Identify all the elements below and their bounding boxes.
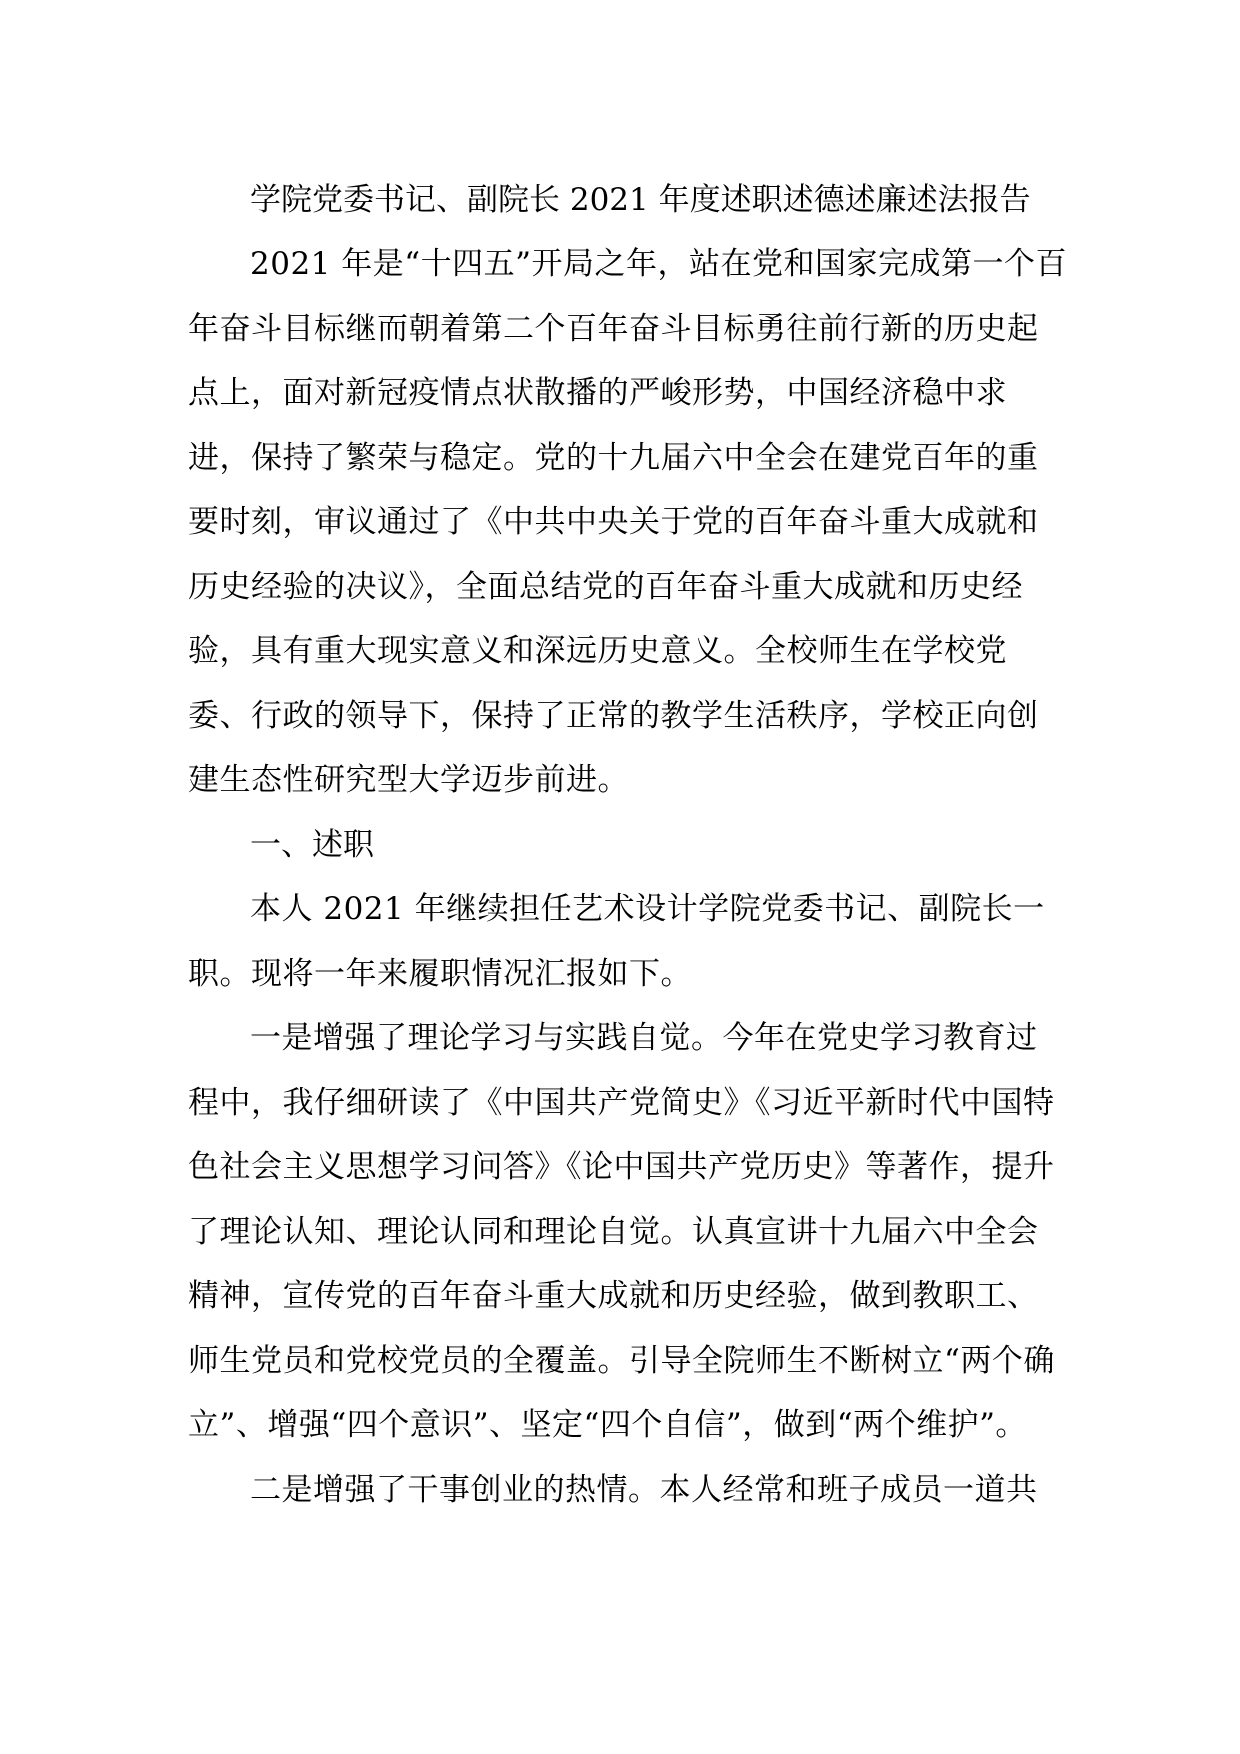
section-heading: 一、述职 <box>250 826 374 863</box>
theory-study-paragraph: 一是增强了理论学习与实践自觉。今年在党史学习教育过程中，我仔细研读了《中国共产党简史》《习近平新时代中国特色社会主义思想学习问答》《论中国共产党历史》等著作，提升了理论认知、理论认同和理论自觉。认真宣讲十九届六中全会精神，宣传党的百年奋斗重大成就和历史经验，做到教职工、师生党员和党校党员的全覆盖。引导全院师生不断树立“两个确立”、增强“四个意识”、坚定“四个自信”，做到“两个维护”。 <box>188 1020 1055 1443</box>
document-title: 学院党委书记、副院长 2021 年度述职述德述廉述法报告 <box>250 182 1031 218</box>
intro-paragraph: 2021 年是“十四五”开局之年，站在党和国家完成第一个百年奋斗目标继而朝着第二个百年奋斗目标勇往前行新的历史起点上，面对新冠疫情点状散播的严峻形势，中国经济稳中求进，保持了繁荣与稳定。党的十九届六中全会在建党百年的重要时刻，审议通过了《中共中央关于党的百年奋斗重大成就和历史经验的决议》，全面总结党的百年奋斗重大成就和历史经验，具有重大现实意义和深远历史意义。全校师生在学校党委、行政的领导下，保持了正常的教学生活秩序，学校正向创建生态性研究型大学迈步前进。 <box>188 246 1067 798</box>
duty-paragraph: 本人 2021 年继续担任艺术设计学院党委书记、副院长一职。现将一年来履职情况汇报如下。 <box>188 891 1045 992</box>
document-body <box>188 168 1068 1522</box>
enthusiasm-paragraph: 二是增强了干事创业的热情。本人经常和班子成员一道共 <box>250 1471 1038 1508</box>
